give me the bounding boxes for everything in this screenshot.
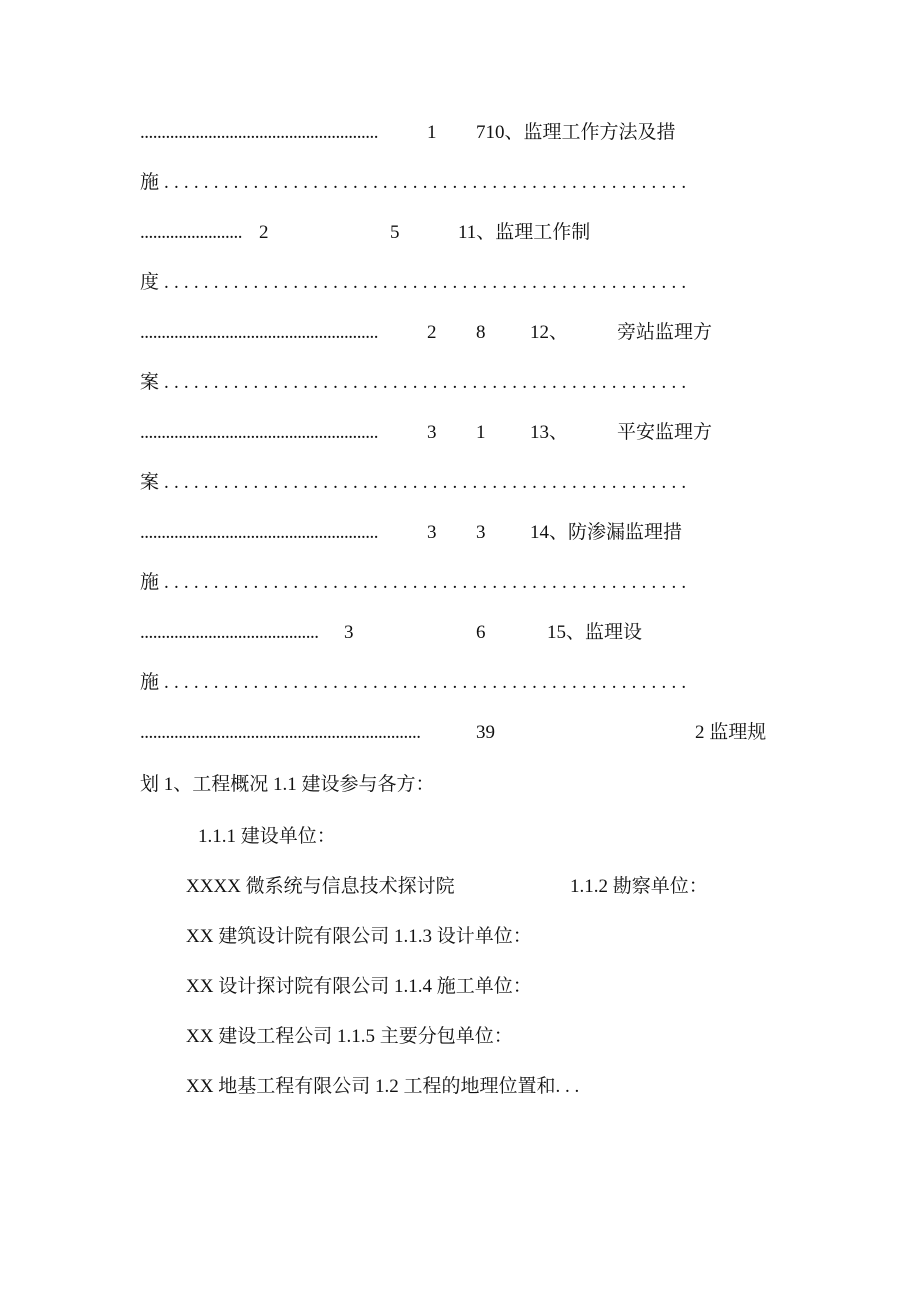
dot-leader: ..........................................	[140, 622, 319, 643]
page-number-digit: 3	[476, 522, 486, 543]
section-number: 12、	[530, 322, 569, 343]
heading-char: 案	[140, 472, 160, 493]
dot-leader: .....................................................	[164, 272, 692, 293]
page-number-digit: 5	[390, 222, 400, 243]
toc-heading: 11、监理工作制	[458, 222, 591, 243]
body-text: 1.1.1 建设单位：	[198, 826, 336, 847]
page-number-digit: 8	[476, 322, 486, 343]
section-number: 13、	[530, 422, 569, 443]
toc-heading: 15、监理设	[547, 622, 643, 643]
toc-heading: 平安监理方	[617, 422, 713, 443]
dot-leader: ........................................................	[140, 122, 378, 143]
page-number: 3	[427, 422, 437, 443]
dot-leader: .....................................................	[164, 472, 692, 493]
body-text: XX 建筑设计院有限公司 1.1.3 设计单位：	[186, 926, 532, 947]
page-number: 2	[427, 322, 437, 343]
body-text: XX 地基工程有限公司 1.2 工程的地理位置和. . .	[186, 1076, 580, 1097]
body-text: XXXX 微系统与信息技术探讨院	[186, 876, 455, 897]
body-text: 1.1.2 勘察单位：	[570, 876, 708, 897]
toc-heading: 710、监理工作方法及措	[476, 122, 676, 143]
heading-char: 施	[140, 572, 160, 593]
body-text: XX 设计探讨院有限公司 1.1.4 施工单位：	[186, 976, 532, 997]
page-number: 1	[427, 122, 437, 143]
page-number: 39	[476, 722, 495, 743]
page-number-digit: 1	[476, 422, 486, 443]
body-text: 划 1、工程概况 1.1 建设参与各方：	[140, 774, 435, 795]
page-number: 3	[344, 622, 354, 643]
page-number: 3	[427, 522, 437, 543]
dot-leader: .....................................................	[164, 172, 692, 193]
heading-char: 案	[140, 372, 160, 393]
dot-leader: .....................................................	[164, 572, 692, 593]
page-number: 2	[259, 222, 269, 243]
dot-leader: ..................................................................	[140, 722, 421, 743]
toc-heading: 旁站监理方	[617, 322, 713, 343]
heading-char: 施	[140, 172, 160, 193]
heading-char: 度	[140, 272, 160, 293]
toc-heading: 14、防渗漏监理措	[530, 522, 683, 543]
dot-leader: .....................................................	[164, 672, 692, 693]
body-text: XX 建设工程公司 1.1.5 主要分包单位：	[186, 1026, 513, 1047]
dot-leader: ........................................................	[140, 422, 378, 443]
dot-leader: ........................................................	[140, 322, 378, 343]
heading-char: 施	[140, 672, 160, 693]
dot-leader: ........................................................	[140, 522, 378, 543]
page-number-digit: 6	[476, 622, 486, 643]
toc-heading: 2 监理规	[695, 722, 767, 743]
dot-leader: .....................................................	[164, 372, 692, 393]
dot-leader: ........................	[140, 222, 242, 243]
